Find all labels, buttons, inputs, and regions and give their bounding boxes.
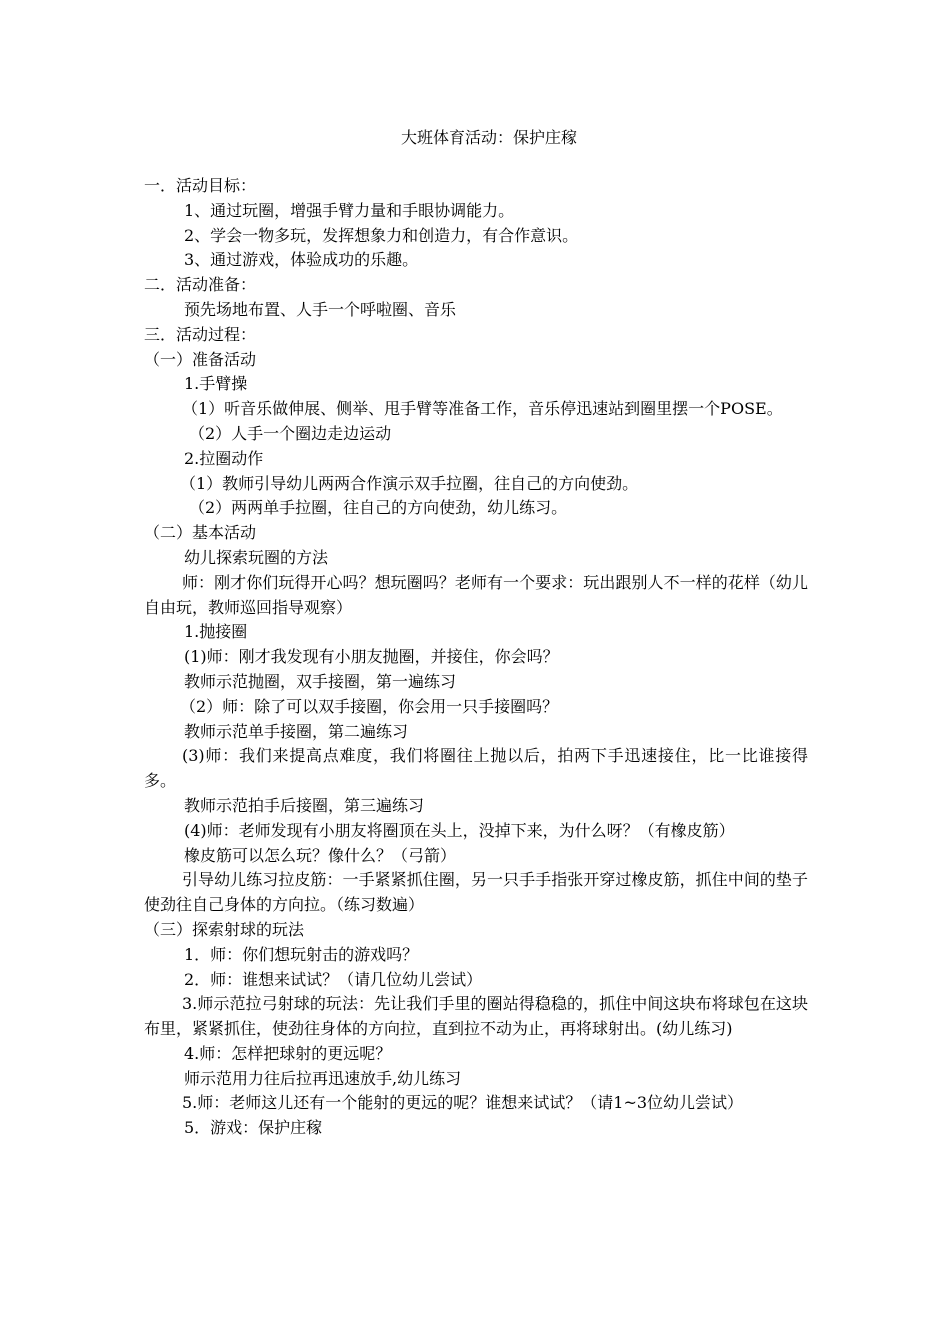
body-paragraph: （1）听音乐做伸展、侧举、甩手臂等准备工作，音乐停迅速站到圈里摆一个POSE。: [182, 399, 783, 419]
body-paragraph: 一．活动目标：: [144, 176, 257, 195]
body-paragraph: 2.拉圈动作: [184, 448, 264, 468]
body-paragraph: 教师示范抛圈，双手接圈，第一遍练习: [184, 671, 457, 691]
body-paragraph: 3、通过游戏，体验成功的乐趣。: [184, 250, 419, 270]
body-paragraph: (1)师：刚才我发现有小朋友抛圈，并接住，你会吗？: [184, 647, 559, 667]
body-paragraph: 1.手臂操: [184, 374, 248, 394]
body-paragraph: 1.抛接圈: [184, 622, 248, 642]
body-paragraph: 1、通过玩圈，增强手臂力量和手眼协调能力。: [184, 200, 515, 220]
body-paragraph: 4.师：怎样把球射的更远呢？: [184, 1043, 392, 1063]
body-paragraph: （1）教师引导幼儿两两合作演示双手拉圈，往自己的方向使劲。: [180, 473, 639, 493]
body-paragraph: 预先场地布置、人手一个呼啦圈、音乐: [184, 299, 457, 319]
body-paragraph: (3)师：我们来提高点难度，我们将圈往上抛以后，拍两下手迅速接住，比一比谁接得多。: [144, 746, 808, 791]
body-paragraph: 教师示范拍手后接圈，第三遍练习: [184, 795, 425, 815]
body-paragraph: 2、学会一物多玩，发挥想象力和创造力，有合作意识。: [184, 225, 579, 245]
body-paragraph: （三）探索射球的玩法: [144, 919, 305, 939]
body-paragraph: （2）师：除了可以双手接圈，你会用一只手接圈吗？: [180, 696, 559, 716]
body-paragraph: （2）人手一个圈边走边运动: [189, 423, 392, 443]
body-paragraph: 幼儿探索玩圈的方法: [184, 547, 329, 567]
body-paragraph: 教师示范单手接圈，第二遍练习: [184, 721, 409, 741]
body-paragraph: (4)师：老师发现有小朋友将圈顶在头上，没掉下来，为什么呀？（有橡皮筋）: [184, 820, 735, 840]
body-paragraph: 5．游戏：保护庄稼: [184, 1118, 323, 1138]
body-paragraph: 师：刚才你们玩得开心吗？想玩圈吗？老师有一个要求：玩出跟别人不一样的花样（幼儿自由玩，教师巡回指导观察）: [144, 572, 808, 617]
body-paragraph: 引导幼儿练习拉皮筋：一手紧紧抓住圈，另一只手手指张开穿过橡皮筋，抓住中间的垫子使劲往自己身体的方向拉。（练习数遍）: [144, 870, 808, 915]
body-paragraph: 1．师：你们想玩射击的游戏吗？: [184, 944, 419, 964]
body-paragraph: （一）准备活动: [144, 349, 257, 369]
document-title: 大班体育活动：保护庄稼: [400, 128, 577, 147]
body-paragraph: （2）两两单手拉圈，往自己的方向使劲，幼儿练习。: [189, 498, 568, 518]
body-paragraph: 师示范用力往后拉再迅速放手,幼儿练习: [184, 1068, 462, 1088]
body-paragraph: 二．活动准备：: [144, 275, 257, 295]
document-body: [144, 174, 808, 1141]
body-paragraph: 5.师：老师这儿还有一个能射的更远的呢？谁想来试试？（请1~3位幼儿尝试）: [182, 1093, 744, 1113]
body-paragraph: 3.师示范拉弓射球的玩法：先让我们手里的圈站得稳稳的，抓住中间这块布将球包在这块布里，紧紧抓住，使劲往身体的方向拉，直到拉不动为止，再将球射出。(幼儿练习): [144, 994, 808, 1039]
body-paragraph: 三．活动过程：: [144, 324, 257, 344]
body-paragraph: 2．师：谁想来试试？（请几位幼儿尝试）: [184, 969, 483, 989]
body-paragraph: 橡皮筋可以怎么玩？像什么？（弓箭）: [184, 845, 457, 865]
body-paragraph: （二）基本活动: [144, 523, 257, 543]
